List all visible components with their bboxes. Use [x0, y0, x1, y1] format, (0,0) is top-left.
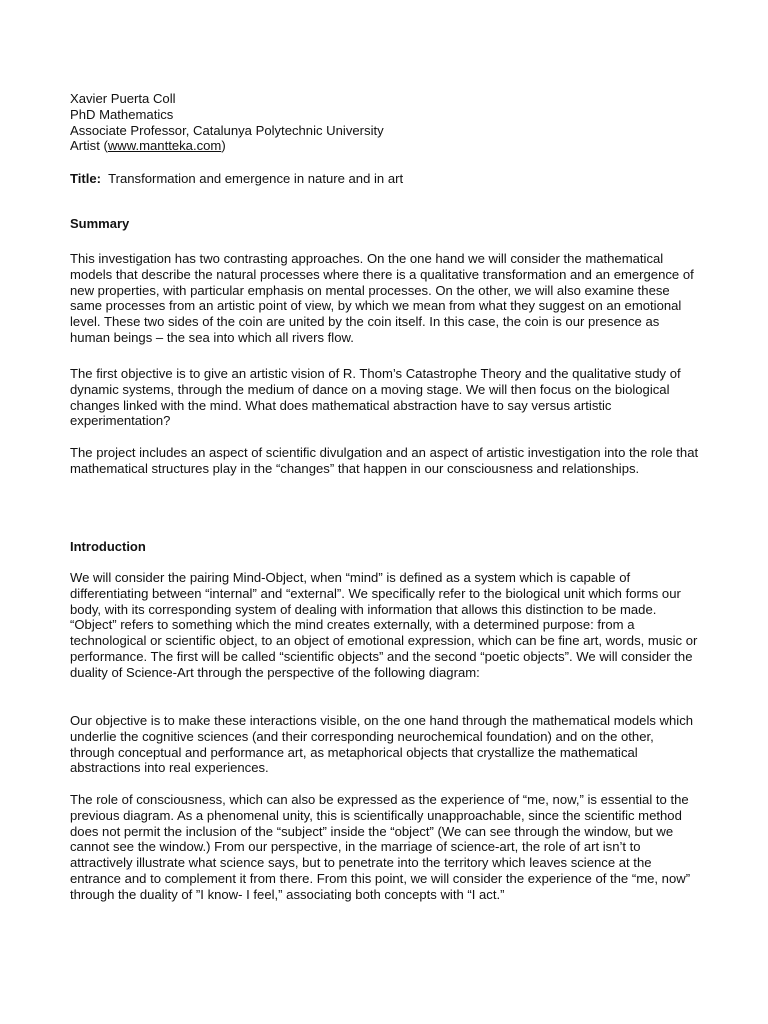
summary-paragraph: The project includes an aspect of scientific divulgation and an aspect of artistic investigation into the role that mathematical structures play in the “changes” that happen in our consciousness and relationships. — [70, 445, 699, 476]
author-position: Associate Professor, Catalunya Polytechnic University — [70, 122, 384, 138]
author-degree: PhD Mathematics — [70, 106, 174, 122]
document-title — [70, 171, 700, 187]
artist-website-link[interactable]: www.mantteka.com — [107, 138, 222, 154]
author-name: Xavier Puerta Coll — [70, 91, 176, 106]
introduction-heading: Introduction — [70, 539, 146, 554]
artist-prefix: Artist ( — [70, 138, 108, 154]
title-text: Transformation and emergence in nature and in art — [108, 171, 404, 186]
introduction-paragraph: Our objective is to make these interactions visible, on the one hand through the mathematical models which underlie the cognitive sciences (and their corresponding neurochemical foundation) and on the other, through conceptual and performance art, as metaphorical objects that crystallize the mathematical abstractions into real experiences. — [70, 713, 694, 776]
author-artist-line — [70, 138, 700, 154]
artist-suffix: ) — [221, 138, 226, 154]
title-label: Title: — [70, 171, 102, 186]
introduction-paragraph: We will consider the pairing Mind-Object, when “mind” is defined as a system which is capable of differentiating between “internal” and “external”. We specifically refer to the biological unit which forms our body, with its corresponding system of dealing with information that allows this distinction to be made. “Object” refers to something which the mind creates externally, with a determined purpose: from a technological or scientific object, to an object of emotional expression, which can be fine art, words, music or performance. The first will be called “scientific objects” and the second “poetic objects”. We will consider the duality of Science-Art through the perspective of the following diagram: — [70, 570, 698, 680]
author-block — [70, 91, 700, 154]
introduction-paragraph: The role of consciousness, which can also be expressed as the experience of “me, now,” is essential to the previous diagram. As a phenomenal unity, this is scientifically unapproachable, since the scientific method does not permit the inclusion of the “subject” inside the “object” (We can see through the window, but we cannot see the window.) From our perspective, in the marriage of science-art, the role of art isn’t to attractively illustrate what science says, but to penetrate into the territory which leaves science at the entrance and to complement it from there. From this point, we will consider the experience of the “me, now” through the duality of ”I know- I feel,” associating both concepts with “I act.” — [70, 792, 691, 902]
summary-heading: Summary — [70, 216, 130, 231]
summary-paragraph: The first objective is to give an artistic vision of R. Thom’s Catastrophe Theory and the qualitative study of dynamic systems, through the medium of dance on a moving stage. We will then focus on the biological changes linked with the mind. What does mathematical abstraction have to say versus artistic experimentation? — [70, 366, 681, 429]
summary-paragraph: This investigation has two contrasting approaches. On the one hand we will consider the mathematical models that describe the natural processes where there is a qualitative transformation and an emergence of new properties, with particular emphasis on mental processes. On the other, we will also examine these same processes from an artistic point of view, by which we mean from what they suggest on an emotional level. These two sides of the coin are united by the coin itself. In this case, the coin is our presence as human beings – the sea into which all rivers flow. — [70, 251, 694, 345]
